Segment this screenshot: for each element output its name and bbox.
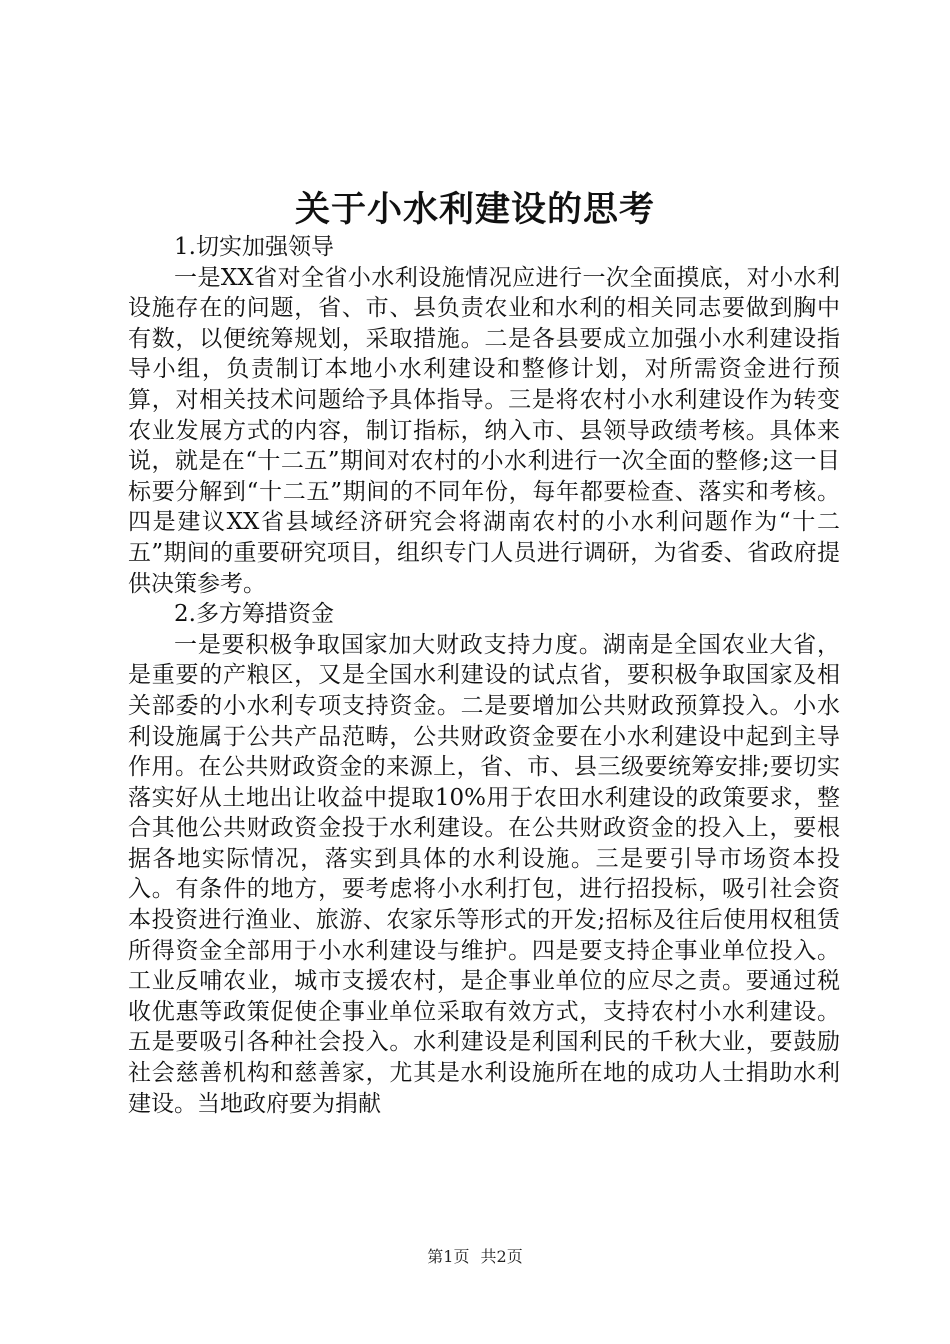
section-heading-1: 1.切实加强领导 (174, 234, 334, 260)
page-footer (0, 1247, 950, 1267)
document-body (128, 232, 840, 1119)
section-paragraph-1: 一是XX省对全省小水利设施情况应进行一次全面摸底，对小水利设施存在的问题，省、市、县负责农业和水利的相关同志要做到胸中有数，以便统筹规划，采取措施。二是各县要成立加强小水利建设指导小组，负责制订本地小水利建设和整修计划，对所需资金进行预算，对相关技术问题给予具体指导。三是将农村小水利建设作为转变农业发展方式的内容，制订指标，纳入市、县领导政绩考核。具体来说，就是在“十二五”期间对农村的小水利进行一次全面的整修;这一目标要分解到“十二五”期间的不同年份，每年都要检查、落实和考核。四是建议XX省县域经济研究会将湖南农村的小水利问题作为“十二五”期间的重要研究项目，组织专门人员进行调研，为省委、省政府提供决策参考。 (128, 264, 840, 597)
page-total: 共2页 (480, 1247, 523, 1266)
page-number: 第1页 (427, 1247, 470, 1266)
section-paragraph-2: 一是要积极争取国家加大财政支持力度。湖南是全国农业大省，是重要的产粮区，又是全国水利建设的试点省，要积极争取国家及相关部委的小水利专项支持资金。二是要增加公共财政预算投入。小水利设施属于公共产品范畴，公共财政资金要在小水利建设中起到主导作用。在公共财政资金的来源上，省、市、县三级要统筹安排;要切实落实好从土地出让收益中提取10%用于农田水利建设的政策要求，整合其他公共财政资金投于水利建设。在公共财政资金的投入上，要根据各地实际情况，落实到具体的水利设施。三是要引导市场资本投入。有条件的地方，要考虑将小水利打包，进行招投标，吸引社会资本投资进行渔业、旅游、农家乐等形式的开发;招标及往后使用权租赁所得资金全部用于小水利建设与维护。四是要支持企事业单位投入。工业反哺农业，城市支援农村，是企事业单位的应尽之责。要通过税收优惠等政策促使企事业单位采取有效方式，支持农村小水利建设。五是要吸引各种社会投入。水利建设是利国利民的千秋大业，要鼓励社会慈善机构和慈善家，尤其是水利设施所在地的成功人士捐助水利建设。当地政府要为捐献 (128, 631, 840, 1117)
page-title: 关于小水利建设的思考 (294, 189, 655, 230)
section-heading-2: 2.多方筹措资金 (174, 601, 334, 628)
